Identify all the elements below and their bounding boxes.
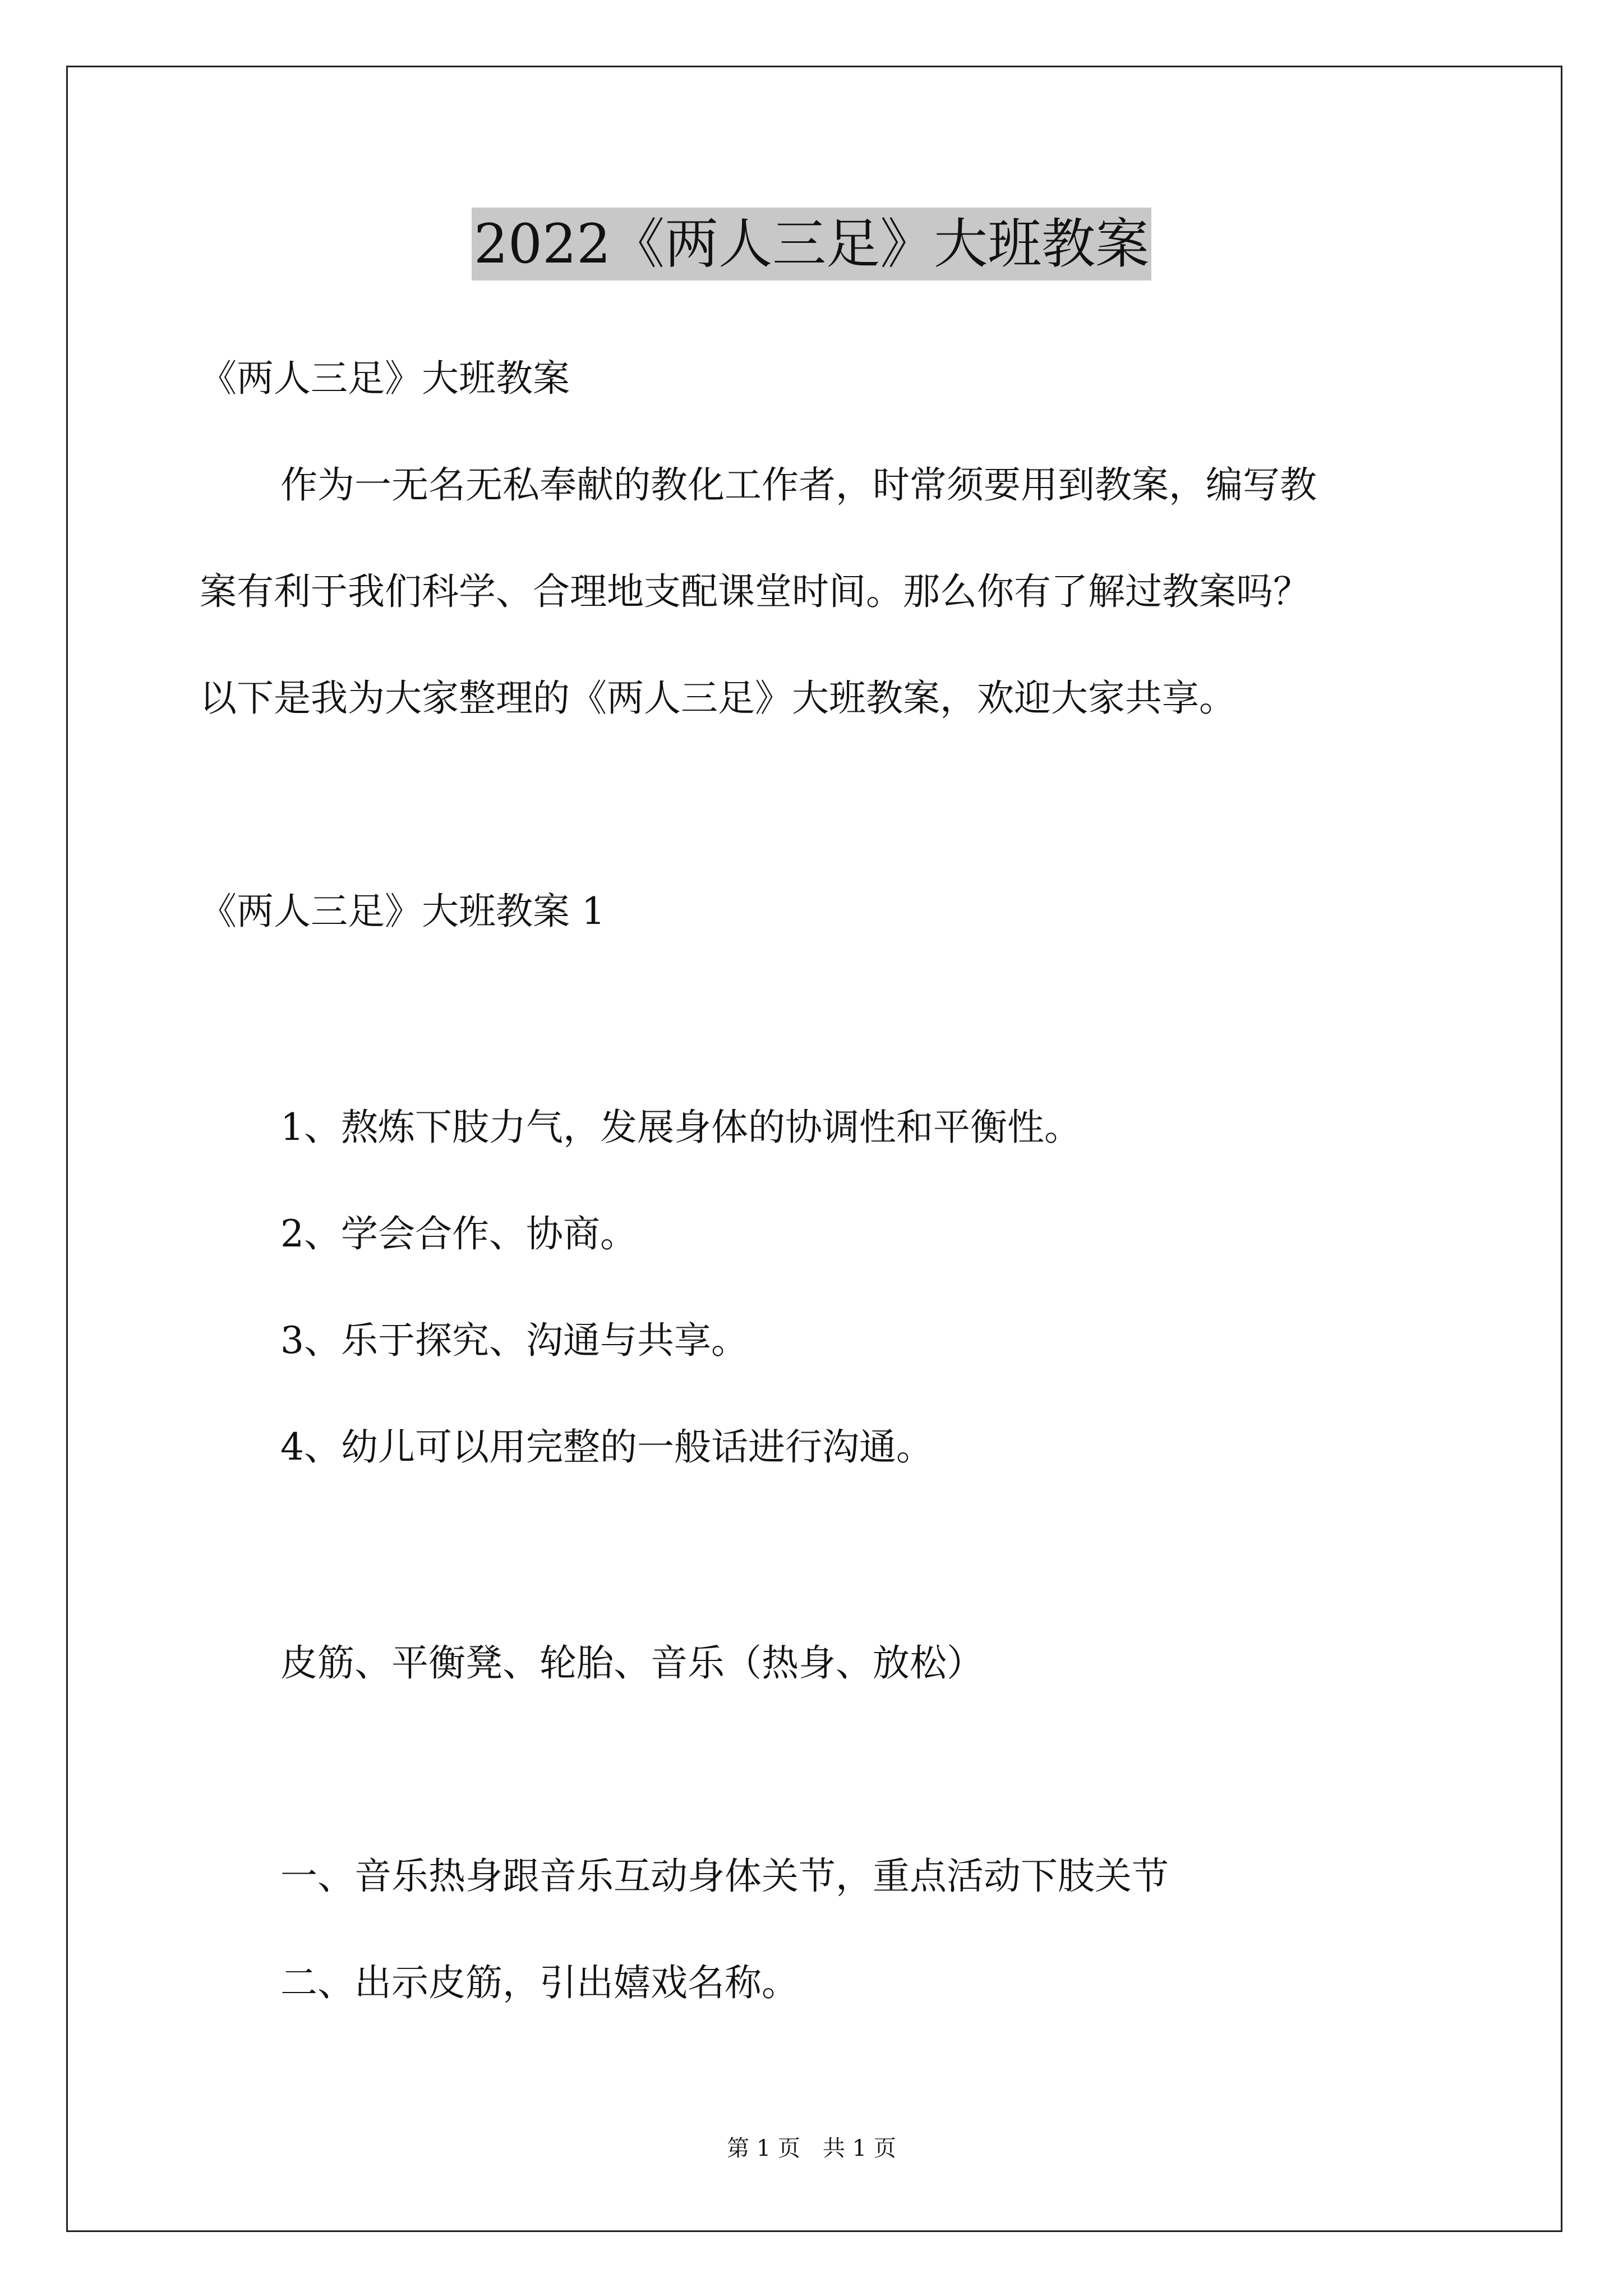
intro-line-2: 案有利于我们科学、合理地支配课堂时间。那么你有了解过教案吗？ [200,570,1310,613]
step-item-1: 一、音乐热身跟音乐互动身体关节，重点活动下肢关节 [280,1855,1169,1898]
goal-item-3: 3、乐于探究、沟通与共享。 [280,1319,748,1362]
intro-line-3: 以下是我为大家整理的《两人三足》大班教案，欢迎大家共享。 [200,677,1236,720]
goal-item-4: 4、幼儿可以用完整的一般话进行沟通。 [280,1425,933,1469]
section-heading: 《两人三足》大班教案 1 [200,890,605,933]
step-item-2: 二、出示皮筋，引出嬉戏名称。 [280,1961,799,2004]
goal-item-1: 1、熬炼下肢力气，发展身体的协调性和平衡性。 [280,1106,1081,1149]
intro-line-1: 作为一无名无私奉献的教化工作者，时常须要用到教案，编写教 [280,463,1317,507]
document-title: 2022《两人三足》大班教案 [472,208,1151,280]
materials-line: 皮筋、平衡凳、轮胎、音乐（热身、放松） [280,1641,984,1685]
goal-item-2: 2、学会合作、协商。 [280,1212,637,1255]
page-footer: 第 1 页 共 1 页 [727,2136,896,2161]
title-container [0,208,1623,280]
document-subtitle: 《两人三足》大班教案 [200,357,570,400]
